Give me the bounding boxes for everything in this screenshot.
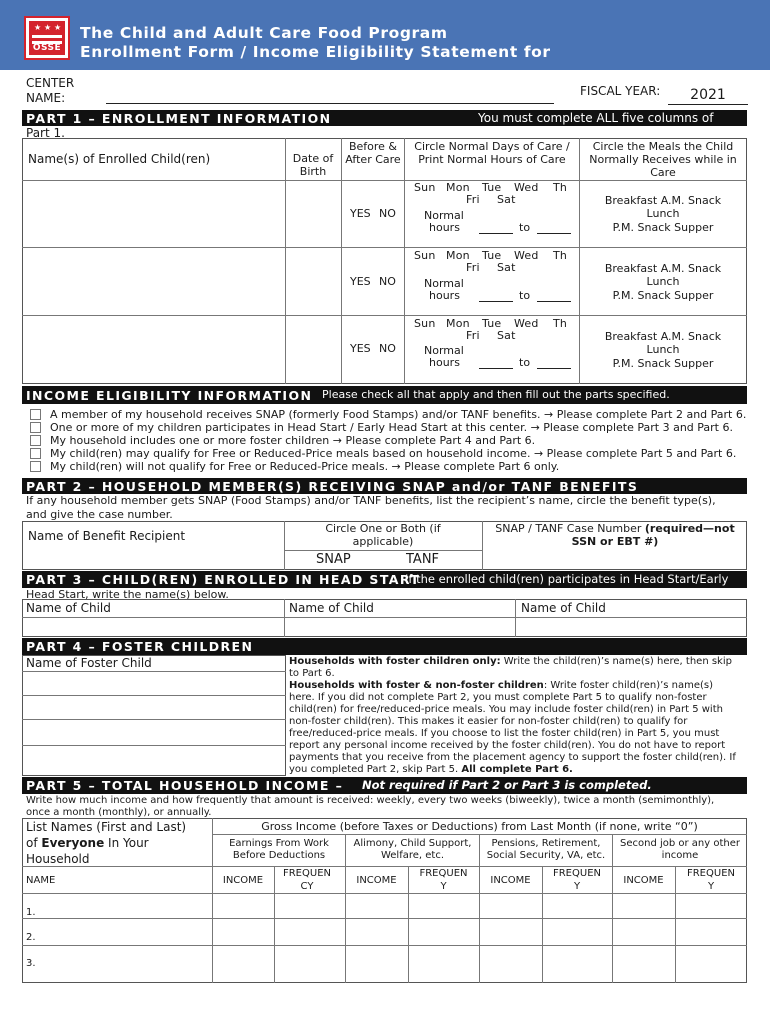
yes-option[interactable]: YES xyxy=(350,275,371,288)
list-names-line2 xyxy=(26,836,149,850)
part1-heading: PART 1 – ENROLLMENT INFORMATION xyxy=(26,111,332,126)
col-head-start-child-1: Name of Child xyxy=(26,601,111,615)
day-mon[interactable]: Mon xyxy=(446,181,470,194)
list-names-line3: Household xyxy=(26,852,90,866)
to-label: to xyxy=(519,356,531,369)
part4-heading: PART 4 – FOSTER CHILDREN xyxy=(26,639,254,654)
household-member-field[interactable] xyxy=(40,947,210,981)
foster-instructions xyxy=(289,656,741,776)
normal-label: Normal xyxy=(424,209,464,222)
group-second-job-2: income xyxy=(661,850,699,861)
part1-note: You must complete ALL five columns of xyxy=(478,111,714,125)
list-names-in-your: In Your xyxy=(104,836,149,850)
meals-row2[interactable]: Lunch xyxy=(646,343,680,356)
col-benefit-recipient: Name of Benefit Recipient xyxy=(28,529,186,543)
foster-child-field[interactable] xyxy=(24,696,284,718)
foster-instr-line: free/reduced-price meals. If you choose to list the foster child(ren) in Part 5, you must xyxy=(289,728,720,739)
col-frequency-2: Y xyxy=(573,881,581,892)
col-before-after-care: Before & After Care xyxy=(345,140,401,166)
meals-row2[interactable]: Lunch xyxy=(646,275,680,288)
meals-row3[interactable]: P.M. Snack Supper xyxy=(612,221,714,234)
col-foster-child: Name of Foster Child xyxy=(26,656,152,670)
foster-only-bold: Households with foster children only: xyxy=(289,656,501,667)
day-sun[interactable]: Sun xyxy=(414,249,436,262)
part4-header-bar xyxy=(22,638,747,655)
col-frequency-2: CY xyxy=(300,881,314,892)
col-income: INCOME xyxy=(222,875,264,886)
day-tue[interactable]: Tue xyxy=(482,317,502,330)
hours-to-field[interactable] xyxy=(537,357,571,369)
day-wed[interactable]: Wed xyxy=(514,317,539,330)
foster-instr-line: Households with foster & non-foster children: Write foster child(ren)’s name(s) xyxy=(289,680,714,691)
col-frequency: FREQUEN xyxy=(686,868,735,879)
part2-desc-2: and give the case number. xyxy=(26,508,173,521)
meals-row3[interactable]: P.M. Snack Supper xyxy=(612,357,714,370)
group-pensions: Pensions, Retirement, xyxy=(491,838,601,849)
col-frequency: FREQUEN xyxy=(552,868,601,879)
option-head-start: One or more of my children participates in Head Start / Early Head Start at this center. → Please complete Part 3 and Part 6. xyxy=(50,421,733,434)
child-name-field[interactable] xyxy=(24,182,283,245)
hours-from-field[interactable] xyxy=(479,290,513,302)
col-days-of-care: Circle Normal Days of Care / Print Normal Hours of Care xyxy=(414,140,570,166)
day-sat[interactable]: Sat xyxy=(497,193,516,206)
checkbox-head-start[interactable] xyxy=(30,422,41,433)
foster-final-bold: All complete Part 6. xyxy=(461,764,573,775)
part3-note-cont: Head Start, write the name(s) below. xyxy=(26,588,229,601)
foster-instr-line xyxy=(289,656,741,668)
option-household-income: My child(ren) may qualify for Free or Reduced-Price meals based on household income. → Please complete Part 5 and Part 6. xyxy=(50,447,737,460)
day-tue[interactable]: Tue xyxy=(482,181,502,194)
col-frequency: FREQUEN xyxy=(419,868,468,879)
group-alimony-2: Welfare, etc. xyxy=(380,850,445,861)
foster-only-text: Write the child(ren)’s name(s) here, then skip xyxy=(503,656,732,667)
case-number-label: SNAP / TANF Case Number xyxy=(495,522,645,535)
hours-from-field[interactable] xyxy=(479,222,513,234)
part2-heading: PART 2 – HOUSEHOLD MEMBER(S) RECEIVING SNAP and/or TANF BENEFITS xyxy=(26,479,639,494)
form-title-line1: The Child and Adult Care Food Program xyxy=(80,24,448,42)
case-number-required: (required—not xyxy=(644,522,735,535)
center-label: CENTER xyxy=(26,76,75,90)
checkbox-snap-tanf[interactable] xyxy=(30,409,41,420)
foster-child-field[interactable] xyxy=(24,672,284,694)
day-fri[interactable]: Fri xyxy=(466,329,480,342)
hours-label: hours xyxy=(429,356,460,369)
yes-option[interactable]: YES xyxy=(350,207,371,220)
hours-label: hours xyxy=(429,221,460,234)
tanf-option[interactable]: TANF xyxy=(406,552,440,567)
col-date-of-birth: Date of Birth xyxy=(292,152,334,178)
snap-option[interactable]: SNAP xyxy=(316,552,351,567)
to-label: to xyxy=(519,221,531,234)
head-start-child-field[interactable] xyxy=(24,618,282,635)
day-fri[interactable]: Fri xyxy=(466,193,480,206)
child-name-field[interactable] xyxy=(24,317,283,382)
col-frequency: FREQUEN xyxy=(282,868,331,879)
col-frequency-2: Y xyxy=(440,881,447,892)
foster-child-field[interactable] xyxy=(24,720,284,744)
day-thu[interactable]: Th xyxy=(553,317,568,330)
dob-field[interactable] xyxy=(287,317,339,382)
star-icon: ★ xyxy=(44,23,52,32)
foster-instr-line xyxy=(289,764,741,776)
checkbox-household-income[interactable] xyxy=(30,448,41,459)
day-wed[interactable]: Wed xyxy=(514,181,539,194)
group-earnings: Earnings From Work xyxy=(229,838,329,849)
foster-instr-line: here. If you did not complete Part 2, you must complete Part 5 to qualify non-foster xyxy=(289,692,707,703)
col-circle-benefit: Circle One or Both (if xyxy=(325,522,441,535)
day-sun[interactable]: Sun xyxy=(414,317,436,330)
foster-instr-text: you completed Part 2, skip Part 5. xyxy=(289,764,459,775)
household-row-1: 1. xyxy=(26,907,36,918)
day-mon[interactable]: Mon xyxy=(446,249,470,262)
col-circle-benefit-2: applicable) xyxy=(352,535,414,548)
dob-field[interactable] xyxy=(287,249,339,313)
col-frequency-2: Y xyxy=(707,881,715,892)
meals-row3[interactable]: P.M. Snack Supper xyxy=(612,289,714,302)
part2-desc: If any household member gets SNAP (Food Stamps) and/or TANF benefits, list the recipient’s name, circle the benefit type(s), xyxy=(26,494,716,507)
list-names-everyone: Everyone xyxy=(41,836,105,850)
group-alimony: Alimony, Child Support, xyxy=(353,838,472,849)
to-label: to xyxy=(519,289,531,302)
normal-label: Normal xyxy=(424,277,464,290)
col-income: INCOME xyxy=(623,875,664,886)
group-pensions-2: Social Security, VA, etc. xyxy=(486,850,606,861)
foster-instr-line: report any personal income received by the foster child(ren). You do not have to report xyxy=(289,740,726,751)
part5-desc: Write how much income and how frequently that amount is received: weekly, every two weeks (biweekly), twice a month (semimonthly), xyxy=(26,795,715,806)
head-start-child-field[interactable] xyxy=(286,618,513,635)
option-foster: My household includes one or more foster children → Please complete Part 4 and Part 6. xyxy=(50,434,536,447)
part5-heading: PART 5 – TOTAL HOUSEHOLD INCOME – xyxy=(26,778,344,793)
foster-instr-line: non-foster child(ren). This makes it easier for non-foster child(ren) to qualify for xyxy=(289,716,688,727)
child-name-field[interactable] xyxy=(24,249,283,313)
part1-note-cont: Part 1. xyxy=(26,126,65,140)
hours-to-field[interactable] xyxy=(537,290,571,302)
household-row-2: 2. xyxy=(26,932,36,943)
col-head-start-child-2: Name of Child xyxy=(289,601,374,615)
foster-instr-text: Write foster child(ren)’s name(s) xyxy=(550,680,714,691)
col-meals: Circle the Meals the Child Normally Receives while in Care xyxy=(589,140,737,179)
foster-mixed-bold: Households with foster & non-foster children xyxy=(289,680,544,691)
osse-logo xyxy=(24,16,70,60)
fiscal-year-label: FISCAL YEAR: xyxy=(580,84,661,98)
part5-note: Not required if Part 2 or Part 3 is completed. xyxy=(362,778,652,792)
hours-label: hours xyxy=(429,289,460,302)
col-case-number xyxy=(484,522,746,535)
list-names-of: of xyxy=(26,836,42,850)
part5-header-bar xyxy=(22,777,747,794)
yes-option[interactable]: YES xyxy=(350,342,371,355)
foster-instr-line: to Part 6. xyxy=(289,668,335,679)
option-snap-tanf: A member of my household receives SNAP (formerly Food Stamps) and/or TANF benefits. → Please complete Part 2 and Part 6. xyxy=(50,408,747,421)
part3-header-bar xyxy=(22,571,747,588)
part1-header-bar xyxy=(22,110,747,126)
group-earnings-2: Before Deductions xyxy=(232,850,326,861)
col-head-start-child-3: Name of Child xyxy=(521,601,606,615)
checkbox-foster[interactable] xyxy=(30,435,41,446)
part3-heading: PART 3 – CHILD(REN) ENROLLED IN HEAD START xyxy=(26,572,421,587)
income-eligibility-note: Please check all that apply and then fill out the parts specified. xyxy=(322,388,670,401)
checkbox-not-qualify[interactable] xyxy=(30,461,41,472)
household-member-field[interactable] xyxy=(40,920,210,944)
day-tue[interactable]: Tue xyxy=(482,249,502,262)
no-option[interactable]: NO xyxy=(379,342,396,355)
day-wed[interactable]: Wed xyxy=(514,249,539,262)
col-child-names: Name(s) of Enrolled Child(ren) xyxy=(28,152,211,166)
day-thu[interactable]: Th xyxy=(553,249,568,262)
income-eligibility-heading: INCOME ELIGIBILITY INFORMATION xyxy=(26,388,313,403)
no-option[interactable]: NO xyxy=(379,207,396,220)
gross-income-header: Gross Income (before Taxes or Deductions) from Last Month (if none, write “0”) xyxy=(261,820,698,833)
household-row-3: 3. xyxy=(26,958,36,969)
income-eligibility-bar xyxy=(22,386,747,404)
case-number-field[interactable] xyxy=(484,551,745,568)
center-name-field[interactable] xyxy=(106,90,554,104)
option-not-qualify: My child(ren) will not qualify for Free or Reduced-Price meals. → Please complete Part 6 only. xyxy=(50,460,560,473)
part5-desc-2: once a month (monthly), or annually. xyxy=(26,807,212,818)
star-icon: ★ xyxy=(34,23,42,32)
day-mon[interactable]: Mon xyxy=(446,317,470,330)
col-name: NAME xyxy=(26,875,56,886)
list-names-line1: List Names (First and Last) xyxy=(26,820,187,834)
normal-label: Normal xyxy=(424,344,464,357)
star-icon: ★ xyxy=(54,23,62,32)
col-case-number-2: SSN or EBT #) xyxy=(571,535,659,548)
meals-row2[interactable]: Lunch xyxy=(646,207,680,220)
form-title-line2: Enrollment Form / Income Eligibility Statement for xyxy=(80,43,551,61)
meals-row1[interactable]: Breakfast A.M. Snack xyxy=(604,330,722,343)
foster-child-field[interactable] xyxy=(24,746,284,774)
day-thu[interactable]: Th xyxy=(553,181,568,194)
day-fri[interactable]: Fri xyxy=(466,261,480,274)
day-sat[interactable]: Sat xyxy=(497,261,516,274)
group-second-job: Second job or any other xyxy=(619,838,740,849)
fiscal-year-field[interactable]: 2021 xyxy=(668,87,748,105)
col-income: INCOME xyxy=(490,875,531,886)
foster-instr-line: child(ren) for free/reduced-price meals. You may include foster child(ren) in Part 5 with xyxy=(289,704,723,715)
col-income: INCOME xyxy=(356,875,397,886)
hours-from-field[interactable] xyxy=(479,357,513,369)
no-option[interactable]: NO xyxy=(379,275,396,288)
center-label-2: NAME: xyxy=(26,91,66,105)
meals-row1[interactable]: Breakfast A.M. Snack xyxy=(604,262,722,275)
benefit-recipient-field[interactable] xyxy=(24,551,282,568)
meals-row1[interactable]: Breakfast A.M. Snack xyxy=(604,194,722,207)
dob-field[interactable] xyxy=(287,182,339,245)
day-sun[interactable]: Sun xyxy=(414,181,436,194)
day-sat[interactable]: Sat xyxy=(497,329,516,342)
head-start-child-field[interactable] xyxy=(517,618,745,635)
foster-instr-line: payments that you receive from the placement agency to support the foster child(ren). If xyxy=(289,752,736,763)
part2-header-bar xyxy=(22,478,747,494)
hours-to-field[interactable] xyxy=(537,222,571,234)
household-member-field[interactable] xyxy=(40,895,210,917)
logo-text: OSSE xyxy=(32,43,62,53)
part3-note: If the enrolled child(ren) participates in Head Start/Early xyxy=(405,572,729,586)
